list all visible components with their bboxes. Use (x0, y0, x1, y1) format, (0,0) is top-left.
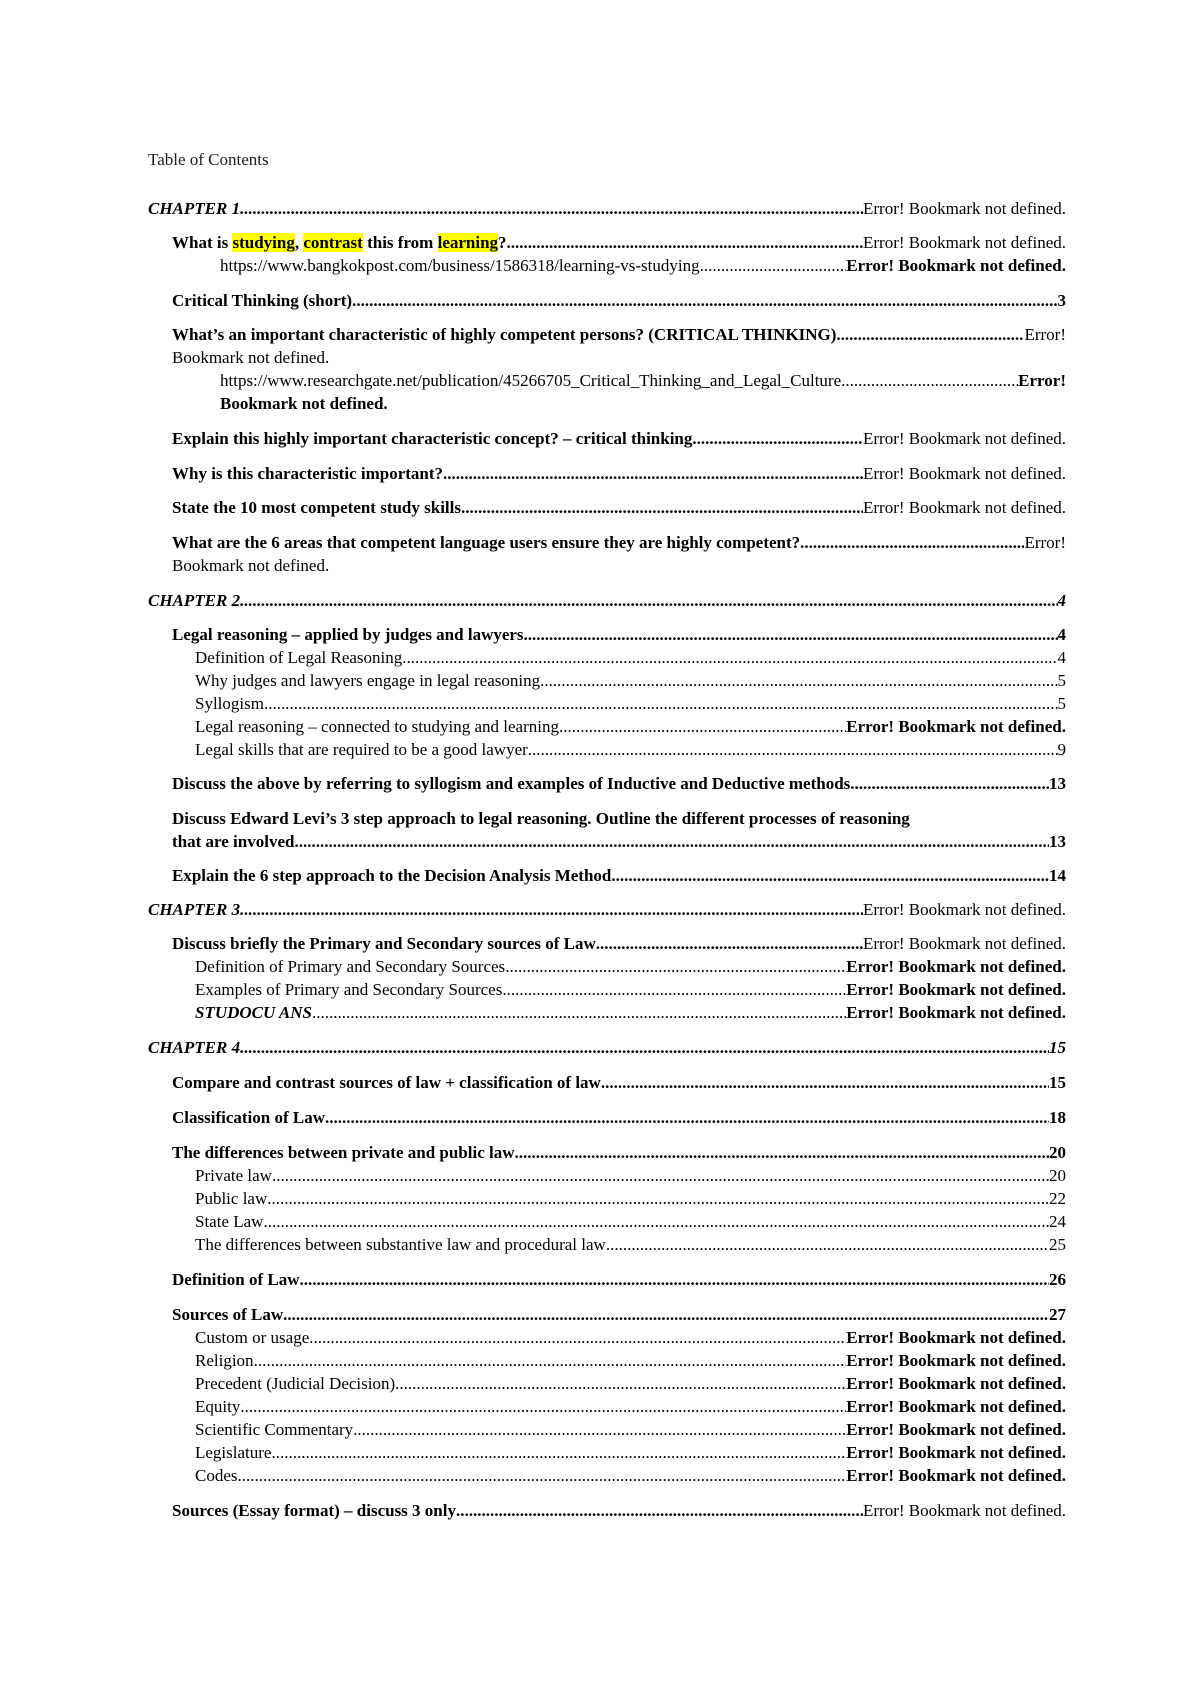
toc-entry-label: Classification of Law (172, 1108, 325, 1127)
toc-entry-label: Public law (195, 1189, 268, 1208)
toc-chapter-4[interactable] (148, 1036, 1066, 1059)
toc-page-ref: Error! Bookmark not defined. (846, 957, 1066, 976)
dot-leader (264, 692, 1058, 715)
dot-leader (540, 669, 1057, 692)
highlight-learning: learning (437, 233, 499, 252)
toc-entry-continuation: Bookmark not defined. (172, 348, 330, 367)
toc-entry-label: that are involved (172, 832, 295, 851)
toc-entry-sources-essay[interactable] (172, 1499, 1066, 1522)
toc-page-ref: Error! Bookmark not defined. (846, 1466, 1066, 1485)
toc-entry-label: Scientific Commentary (195, 1420, 354, 1439)
dot-leader (596, 932, 863, 955)
toc-entry-label: State the 10 most competent study skills (172, 498, 461, 517)
dot-leader (502, 978, 846, 1001)
toc-entry-continuation: Bookmark not defined. (220, 394, 388, 413)
dot-leader (456, 1499, 863, 1522)
dot-leader (606, 1233, 1049, 1256)
toc-entry-edward-levi[interactable] (172, 807, 1066, 853)
toc-entry-definition-legal-reasoning[interactable] (195, 646, 1066, 669)
dot-leader (240, 197, 863, 220)
toc-entry-why-judges-lawyers[interactable] (195, 669, 1066, 692)
toc-page-ref: 24 (1049, 1212, 1066, 1231)
toc-entry-label: CHAPTER 2 (148, 591, 241, 610)
toc-entry-label: Equity (195, 1397, 241, 1416)
toc-page-ref: 26 (1049, 1270, 1066, 1289)
toc-entry-definition-of-law[interactable] (172, 1268, 1066, 1291)
toc-page-ref: Error! (1024, 325, 1066, 344)
toc-entry-label: Legislature (195, 1443, 272, 1462)
toc-entry-label: Custom or usage (195, 1328, 310, 1347)
toc-page-ref: 15 (1049, 1073, 1066, 1092)
dot-leader (402, 646, 1057, 669)
toc-page-ref: 18 (1049, 1108, 1066, 1127)
toc-entry-label: Discuss briefly the Primary and Secondary sources of Law (172, 934, 596, 953)
toc-page-ref: Error! Bookmark not defined. (846, 1374, 1066, 1393)
toc-entry-substantive-procedural[interactable] (195, 1233, 1066, 1256)
toc-entry-state-law[interactable] (195, 1210, 1066, 1233)
toc-entry-legislature[interactable] (195, 1441, 1066, 1464)
toc-entry-examples-sources[interactable] (195, 978, 1066, 1001)
toc-entry-public-law[interactable] (195, 1187, 1066, 1210)
toc-entry-label: Definition of Law (172, 1270, 300, 1289)
toc-entry-equity[interactable] (195, 1395, 1066, 1418)
dot-leader (507, 231, 863, 254)
toc-page-ref: 25 (1049, 1235, 1066, 1254)
toc-page-ref: Error! Bookmark not defined. (846, 717, 1066, 736)
dot-leader (505, 955, 846, 978)
toc-entry-study-skills[interactable] (172, 496, 1066, 519)
toc-entry-continuation: Bookmark not defined. (172, 556, 330, 575)
toc-title: Table of Contents (148, 150, 269, 169)
dot-leader (271, 1441, 846, 1464)
dot-leader (515, 1141, 1049, 1164)
toc-page-ref: Error! Bookmark not defined. (846, 1443, 1066, 1462)
toc-page-ref: Error! Bookmark not defined. (846, 1003, 1066, 1022)
toc-entry-label: Religion (195, 1351, 254, 1370)
toc-entry-syllogism[interactable] (195, 692, 1066, 715)
dot-leader (240, 898, 863, 921)
toc-entry-label: Private law (195, 1166, 272, 1185)
toc-page-ref: 4 (1057, 648, 1066, 667)
dot-leader (325, 1106, 1049, 1129)
toc-entry-classification[interactable] (172, 1106, 1066, 1129)
toc-entry-label: What is studying, contrast this from learning? (172, 233, 507, 252)
toc-page-ref: 27 (1049, 1305, 1066, 1324)
toc-entry-label: https://www.researchgate.net/publication/45266705_Critical_Thinking_and_Legal_Culture (220, 371, 842, 390)
toc-entry-legal-reasoning-studying[interactable] (195, 715, 1066, 738)
toc-entry-label: CHAPTER 1 (148, 199, 241, 218)
toc-page-ref: Error! Bookmark not defined. (846, 1328, 1066, 1347)
toc-entry-compare-sources[interactable] (172, 1071, 1066, 1094)
toc-page-ref: Error! (1018, 371, 1066, 390)
dot-leader (692, 427, 863, 450)
toc-page-ref: Error! (1024, 533, 1066, 552)
toc-entry-precedent[interactable] (195, 1372, 1066, 1395)
toc-page-ref: 20 (1049, 1143, 1066, 1162)
toc-entry-label: Syllogism (195, 694, 264, 713)
toc-chapter-3[interactable] (148, 898, 1066, 921)
dot-leader (240, 1036, 1049, 1059)
toc-entry-researchgate-link[interactable] (220, 369, 1066, 415)
toc-page-ref: Error! Bookmark not defined. (863, 1501, 1066, 1520)
dot-leader (272, 1164, 1049, 1187)
toc-entry-label: State Law (195, 1212, 264, 1231)
toc-entry-label: Legal skills that are required to be a good lawyer (195, 740, 528, 759)
toc-page-ref: 5 (1057, 671, 1066, 690)
dot-leader (836, 323, 1024, 346)
toc-entry-label: CHAPTER 4 (148, 1038, 241, 1057)
dot-leader (309, 1326, 846, 1349)
toc-entry-label: Explain this highly important characteristic concept? – critical thinking (172, 429, 693, 448)
toc-entry-label: CHAPTER 3 (148, 900, 241, 919)
dot-leader (395, 1372, 846, 1395)
dot-leader (611, 864, 1049, 887)
toc-entry-legal-reasoning[interactable] (172, 623, 1066, 646)
toc-page-ref: 3 (1057, 291, 1066, 310)
toc-entry-studying-vs-learning[interactable] (172, 231, 1066, 254)
toc-page-ref: Error! Bookmark not defined. (863, 233, 1066, 252)
toc-entry-label: Why judges and lawyers engage in legal reasoning (195, 671, 541, 690)
toc-page-ref: 13 (1049, 832, 1066, 851)
toc-entry-label: Sources (Essay format) – discuss 3 only (172, 1501, 456, 1520)
toc-entry-legal-skills[interactable] (195, 738, 1066, 761)
toc-entry-sources-of-law[interactable] (172, 1303, 1066, 1326)
dot-leader (300, 1268, 1050, 1291)
dot-leader (443, 462, 863, 485)
toc-entry-label: What are the 6 areas that competent language users ensure they are highly competent? (172, 533, 801, 552)
toc-entry-private-law[interactable] (195, 1164, 1066, 1187)
toc-entry-label: Sources of Law (172, 1305, 284, 1324)
dot-leader (559, 715, 846, 738)
dot-leader (283, 1303, 1049, 1326)
toc-page-ref: Error! Bookmark not defined. (863, 934, 1066, 953)
toc-entry-label: STUDOCU ANS (195, 1003, 312, 1022)
toc-page-ref: Error! Bookmark not defined. (863, 498, 1066, 517)
toc-page-ref: Error! Bookmark not defined. (863, 900, 1066, 919)
toc-page-ref: Error! Bookmark not defined. (846, 1351, 1066, 1370)
toc-entry-label: The differences between private and public law (172, 1143, 515, 1162)
toc-page-ref: Error! Bookmark not defined. (863, 199, 1066, 218)
toc-page-ref: 20 (1049, 1166, 1066, 1185)
toc-entry-bangkokpost-link[interactable] (220, 254, 1066, 277)
toc-entry-religion[interactable] (195, 1349, 1066, 1372)
toc-page-ref: 22 (1049, 1189, 1066, 1208)
dot-leader (524, 623, 1058, 646)
toc-entry-label: Critical Thinking (short) (172, 291, 353, 310)
toc-page-ref: Error! Bookmark not defined. (863, 464, 1066, 483)
toc-entry-label: Codes (195, 1466, 238, 1485)
toc-entry-label: Legal reasoning – connected to studying and learning (195, 717, 559, 736)
dot-leader (528, 738, 1058, 761)
dot-leader (312, 1001, 846, 1024)
toc-entry-codes[interactable] (195, 1464, 1066, 1487)
toc-entry-competent-persons[interactable] (172, 323, 1066, 369)
dot-leader (700, 254, 847, 277)
dot-leader (263, 1210, 1049, 1233)
toc-entry-six-areas[interactable] (172, 531, 1066, 577)
toc-entry-label: Legal reasoning – applied by judges and lawyers (172, 625, 524, 644)
toc-entry-label: Definition of Legal Reasoning (195, 648, 403, 667)
dot-leader (267, 1187, 1049, 1210)
dot-leader (800, 531, 1024, 554)
dot-leader (238, 1464, 847, 1487)
toc-entry-definition-sources[interactable] (195, 955, 1066, 978)
toc-page-ref: Error! Bookmark not defined. (846, 980, 1066, 999)
dot-leader (601, 1071, 1049, 1094)
toc-entry-label: The differences between substantive law and procedural law (195, 1235, 606, 1254)
toc-page-ref: Error! Bookmark not defined. (846, 1397, 1066, 1416)
toc-page-ref: 14 (1049, 866, 1066, 885)
toc-page-ref: Error! Bookmark not defined. (846, 256, 1066, 275)
toc-entry-custom-usage[interactable] (195, 1326, 1066, 1349)
toc-entry-private-public[interactable] (172, 1141, 1066, 1164)
dot-leader (294, 830, 1049, 853)
highlight-studying: studying (232, 233, 295, 252)
toc-page-ref: 4 (1057, 591, 1066, 610)
toc-chapter-1[interactable] (148, 197, 1066, 220)
highlight-contrast: contrast (303, 233, 363, 252)
toc-entry-label: https://www.bangkokpost.com/business/1586318/learning-vs-studying (220, 256, 700, 275)
toc-entry-label: Examples of Primary and Secondary Sources (195, 980, 503, 999)
toc-entry-scientific-commentary[interactable] (195, 1418, 1066, 1441)
toc-page-ref: 5 (1057, 694, 1066, 713)
toc-entry-studocu[interactable] (195, 1001, 1066, 1024)
toc-entry-primary-secondary[interactable] (172, 932, 1066, 955)
dot-leader (240, 589, 1057, 612)
dot-leader (352, 289, 1057, 312)
dot-leader (353, 1418, 846, 1441)
toc-entry-label: Why is this characteristic important? (172, 464, 444, 483)
dot-leader (461, 496, 863, 519)
toc-entry-decision-analysis[interactable] (172, 864, 1066, 887)
dot-leader (855, 772, 1049, 795)
toc-entry-explain-characteristic[interactable] (172, 427, 1066, 450)
toc-entry-first-line: Discuss Edward Levi’s 3 step approach to legal reasoning. Outline the different processes of reasoning (172, 809, 910, 828)
toc-entry-label: Discuss the above by referring to syllogism and examples of Inductive and Deductive methods. (172, 774, 855, 793)
dot-leader (254, 1349, 847, 1372)
toc-entry-label: Precedent (Judicial Decision) (195, 1374, 396, 1393)
toc-entry-label: Explain the 6 step approach to the Decision Analysis Method (172, 866, 612, 885)
toc-page-ref: Error! Bookmark not defined. (863, 429, 1066, 448)
dot-leader (240, 1395, 846, 1418)
toc-page-ref: Error! Bookmark not defined. (846, 1420, 1066, 1439)
toc-entry-why-important[interactable] (172, 462, 1066, 485)
toc-page-ref: 15 (1049, 1038, 1066, 1057)
toc-chapter-2[interactable] (148, 589, 1066, 612)
toc-entry-inductive-deductive[interactable] (172, 772, 1066, 795)
toc-page-ref: 4 (1057, 625, 1066, 644)
toc-page-ref: 13 (1049, 774, 1066, 793)
toc-entry-label: What’s an important characteristic of highly competent persons? (CRITICAL THINKING) (172, 325, 837, 344)
dot-leader (841, 369, 1018, 392)
toc-page-ref: 9 (1057, 740, 1066, 759)
toc-entry-critical-thinking-short[interactable] (172, 289, 1066, 312)
toc-entry-label: Compare and contrast sources of law + classification of law (172, 1073, 601, 1092)
toc-entry-label: Definition of Primary and Secondary Sources (195, 957, 506, 976)
